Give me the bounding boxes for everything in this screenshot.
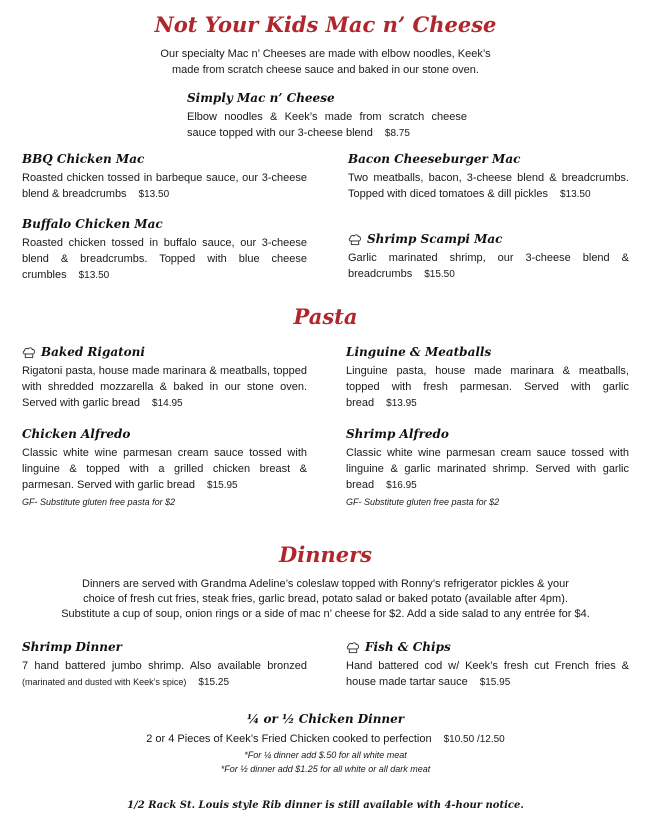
- dish-description: Roasted chicken tossed in barbeque sauce, our 3-cheese blend & breadcrumbs $13.50: [22, 172, 307, 200]
- dish-description: 2 or 4 Pieces of Keek’s Fried Chicken cooked to perfection $10.50 /12.50: [146, 733, 505, 745]
- dish-description: Roasted chicken tossed in buffalo sauce, our 3-cheese blend & breadcrumbs. Topped with blue cheese crumbles $13.50: [22, 237, 307, 281]
- mac-intro-line-1: Our specialty Mac n’ Cheeses are made with elbow noodles, Keek’s: [160, 48, 491, 60]
- dinners-intro-line-2: choice of fresh cut fries, steak fries, garlic bread, potato salad or baked potato (available after 4pm).: [83, 593, 568, 605]
- dish-price: $13.50: [78, 270, 110, 281]
- chef-hat-icon: [22, 346, 36, 360]
- dish-bbq-chicken-mac: [22, 151, 307, 203]
- dish-fish-chips: [346, 639, 629, 691]
- dish-price: $8.75: [384, 128, 410, 139]
- dish-name: Buffalo Chicken Mac: [22, 217, 163, 231]
- chef-hat-icon: [346, 641, 360, 655]
- dish-price: $13.95: [386, 398, 417, 409]
- pasta-section-title: Pasta: [293, 304, 358, 329]
- dish-price: $16.95: [386, 480, 417, 491]
- dish-bacon-cheeseburger-mac: [348, 151, 629, 203]
- dish-name: Chicken Alfredo: [22, 427, 131, 441]
- dish-price: $15.95: [207, 480, 238, 491]
- gluten-free-note: GF- Substitute gluten free pasta for $2: [346, 497, 500, 507]
- mac-section-title: Not Your Kids Mac n’ Cheese: [154, 12, 497, 37]
- dish-baked-rigatoni: [22, 344, 307, 412]
- chicken-note-quarter: *For ¼ dinner add $.50 for all white meat: [244, 750, 407, 760]
- dish-description: 7 hand battered jumbo shrimp. Also available bronzed (marinated and dusted with Keek’s spice) $15.25: [22, 660, 307, 688]
- chicken-note-half: *For ½ dinner add $1.25 for all white or all dark meat: [220, 764, 431, 774]
- dish-price: $15.95: [479, 677, 511, 688]
- dish-price: $15.25: [198, 677, 230, 688]
- dish-description: Elbow noodles & Keek’s made from scratch cheese sauce topped with our 3-cheese blend $8.75: [187, 111, 467, 139]
- dish-simply-mac: [187, 90, 467, 142]
- dish-description: Two meatballs, bacon, 3-cheese blend & breadcrumbs. Topped with diced tomatoes & dill pickles $13.50: [348, 172, 629, 200]
- dish-price: $14.95: [152, 398, 183, 409]
- dish-description: Linguine pasta, house made marinara & meatballs, topped with fresh parmesan. Served with garlic bread $13.95: [346, 365, 629, 409]
- dish-name: Bacon Cheeseburger Mac: [348, 152, 521, 166]
- gluten-free-note: GF- Substitute gluten free pasta for $2: [22, 497, 176, 507]
- dish-name: ¼ or ½ Chicken Dinner: [246, 712, 405, 726]
- dish-name: Shrimp Scampi Mac: [367, 232, 503, 246]
- dish-buffalo-chicken-mac: [22, 216, 307, 284]
- dish-price: $15.50: [424, 269, 455, 280]
- dish-chicken-dinner: [0, 711, 651, 776]
- dish-shrimp-dinner: [22, 639, 307, 691]
- dish-name: Linguine & Meatballs: [346, 345, 492, 359]
- dish-linguine-meatballs: [346, 344, 629, 412]
- dish-description: Hand battered cod w/ Keek’s fresh cut French fries & house made tartar sauce $15.95: [346, 660, 629, 688]
- dish-name: BBQ Chicken Mac: [22, 152, 145, 166]
- dish-description: Rigatoni pasta, house made marinara & meatballs, topped with shredded mozzarella & baked in our stone oven. Served with garlic bread $14.95: [22, 365, 307, 409]
- dinners-intro-line-1: Dinners are served with Grandma Adeline’s coleslaw topped with Ronny’s refrigerator pickles & your: [82, 578, 569, 590]
- mac-intro-line-2: made from scratch cheese sauce and baked in our stone oven.: [172, 64, 479, 76]
- dish-price: $13.50: [559, 189, 591, 200]
- dish-name: Baked Rigatoni: [41, 345, 145, 359]
- dish-name: Shrimp Alfredo: [346, 427, 449, 441]
- dish-description: Classic white wine parmesan cream sauce tossed with linguine & topped with a grilled chicken breast & parmesan. Served with garlic bread $15.95: [22, 447, 307, 491]
- dish-name: Shrimp Dinner: [22, 640, 122, 654]
- dish-name: Fish & Chips: [365, 640, 451, 654]
- chef-hat-icon: [348, 233, 362, 247]
- dish-chicken-alfredo: [22, 426, 307, 510]
- dish-price: $10.50 /12.50: [443, 734, 505, 745]
- dish-price: $13.50: [138, 189, 170, 200]
- dish-shrimp-alfredo: [346, 426, 629, 510]
- dish-shrimp-scampi-mac: [348, 231, 629, 283]
- dinners-intro-line-3: Substitute a cup of soup, onion rings or a side of mac n’ cheese for $2. Add a side salad to any entrée for $4.: [61, 608, 590, 620]
- rib-dinner-notice: 1/2 Rack St. Louis style Rib dinner is still available with 4-hour notice.: [127, 800, 524, 811]
- dish-description: Classic white wine parmesan cream sauce tossed with linguine & garlic marinated shrimp. Served with garlic bread $16.95: [346, 447, 629, 491]
- dish-description: Garlic marinated shrimp, our 3-cheese blend & breadcrumbs $15.50: [348, 252, 629, 280]
- dinners-section-title: Dinners: [279, 542, 372, 567]
- dish-name: Simply Mac n’ Cheese: [187, 91, 335, 105]
